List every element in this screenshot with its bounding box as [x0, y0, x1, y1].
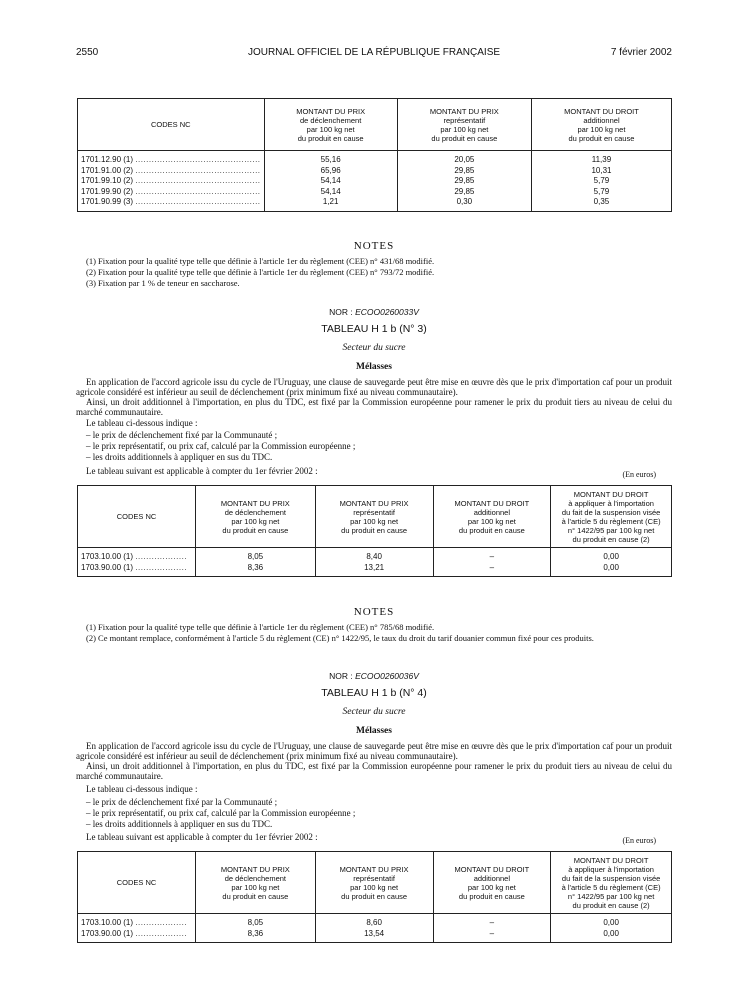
paragraph: Le tableau suivant est applicable à compter du 1er février 2002 :: [86, 466, 318, 476]
list-item: – les droits additionnels à appliquer en sus du TDC.: [86, 819, 273, 829]
note-item: (3) Fixation par 1 % de teneur en saccharose.: [86, 278, 240, 288]
table-row: 1703.90.00 (1) ................... 8,36 13,21 – 0,00: [78, 563, 672, 577]
list-item: – le prix représentatif, ou prix caf, calculé par la Commission européenne ;: [86, 441, 356, 451]
molasses-prices-table-2: [77, 851, 672, 943]
product-title: Mélasses: [356, 726, 392, 736]
column-header-trigger-price: MONTANT DU PRIX de déclenchement par 100 kg net du produit en cause: [264, 99, 397, 151]
paragraph: Le tableau suivant est applicable à compter du 1er février 2002 :: [86, 832, 318, 842]
nor-reference: NOR : ECOO0260036V: [329, 671, 419, 681]
list-item: – le prix représentatif, ou prix caf, calculé par la Commission européenne ;: [86, 808, 356, 818]
table-title: TABLEAU H 1 b (N° 3): [321, 323, 427, 335]
sector-title: Secteur du sucre: [342, 707, 406, 717]
notes-heading: NOTES: [353, 240, 395, 252]
paragraph: Le tableau ci-dessous indique :: [86, 418, 198, 428]
table-row: 1703.10.00 (1) ................... 8,05 8,60 – 0,00: [78, 914, 672, 929]
column-header-additional-duty: MONTANT DU DROIT additionnel par 100 kg net du produit en cause: [433, 486, 551, 548]
note-item: (2) Ce montant remplace, conformément à l'article 5 du règlement (CE) n° 1422/95, le taux du droit du tarif douanier commun fixé pour ces produits.: [86, 633, 594, 643]
list-item: – le prix de déclenchement fixé par la Communauté ;: [86, 430, 278, 440]
column-header-trigger-price: MONTANT DU PRIX de déclenchement par 100 kg net du produit en cause: [195, 486, 315, 548]
paragraph: Ainsi, un droit additionnel à l'importation, en plus du TDC, est fixé par la Commission européenne pour ramener le prix du produit tiers au niveau de celui du marché communautaire.: [76, 761, 672, 781]
table-row: 1703.90.00 (1) ................... 8,36 13,54 – 0,00: [78, 929, 672, 943]
column-header-representative-price: MONTANT DU PRIX représentatif par 100 kg net du produit en cause: [315, 852, 433, 914]
journal-title: JOURNAL OFFICIEL DE LA RÉPUBLIQUE FRANÇAISE: [247, 47, 501, 58]
list-item: – les droits additionnels à appliquer en sus du TDC.: [86, 452, 273, 462]
column-header-import-duty: MONTANT DU DROIT à appliquer à l'importation du fait de la suspension visée à l'article 5 du règlement (CE) n° 1422/95 par 100 kg net du produit en cause (2): [551, 486, 672, 548]
table-row: 1703.10.00 (1) ................... 8,05 8,40 – 0,00: [78, 548, 672, 563]
column-header-additional-duty: MONTANT DU DROIT additionnel par 100 kg net du produit en cause: [433, 852, 551, 914]
molasses-prices-table-1: [77, 485, 672, 577]
table-row: 1701.91.00 (2) .............................................. 65,96 29,85 10,31: [78, 166, 672, 177]
nor-reference: NOR : ECOO0260033V: [329, 307, 419, 317]
sugar-prices-table: [77, 98, 672, 212]
paragraph: Ainsi, un droit additionnel à l'importation, en plus du TDC, est fixé par la Commission européenne pour ramener le prix du produit tiers au niveau de celui du marché communautaire.: [76, 397, 672, 417]
paragraph: En application de l'accord agricole issu du cycle de l'Uruguay, une clause de sauvegarde peut être mise en œuvre dès que le prix d'importation caf pour un produit agricole considéré est inférieur au seuil de déclenchement (prix minimum fixé au niveau communautaire).: [76, 741, 672, 761]
issue-date: 7 février 2002: [610, 47, 672, 58]
table-row: 1701.99.90 (2) .............................................. 54,14 29,85 5,79: [78, 187, 672, 198]
note-item: (1) Fixation pour la qualité type telle que définie à l'article 1er du règlement (CEE) n° 785/68 modifié.: [86, 622, 435, 632]
notes-heading: NOTES: [353, 606, 395, 618]
column-header-import-duty: MONTANT DU DROIT à appliquer à l'importation du fait de la suspension visée à l'article 5 du règlement (CE) n° 1422/95 par 100 kg net du produit en cause (2): [551, 852, 672, 914]
note-item: (1) Fixation pour la qualité type telle que définie à l'article 1er du règlement (CEE) n° 431/68 modifié.: [86, 256, 435, 266]
unit-label: (En euros): [622, 836, 656, 845]
column-header-trigger-price: MONTANT DU PRIX de déclenchement par 100 kg net du produit en cause: [195, 852, 315, 914]
column-header-codes: CODES NC: [78, 852, 196, 914]
list-item: – le prix de déclenchement fixé par la Communauté ;: [86, 797, 278, 807]
table-row: 1701.99.10 (2) .............................................. 54,14 29,85 5,79: [78, 176, 672, 187]
table-title: TABLEAU H 1 b (N° 4): [321, 687, 427, 699]
column-header-additional-duty: MONTANT DU DROIT additionnel par 100 kg net du produit en cause: [531, 99, 671, 151]
note-item: (2) Fixation pour la qualité type telle que définie à l'article 1er du règlement (CEE) n° 793/72 modifié.: [86, 267, 435, 277]
column-header-representative-price: MONTANT DU PRIX représentatif par 100 kg net du produit en cause: [397, 99, 531, 151]
unit-label: (En euros): [622, 470, 656, 479]
table-row: 1701.12.90 (1) .............................................. 55,16 20,05 11,39: [78, 151, 672, 166]
page-number: 2550: [76, 47, 99, 58]
paragraph: En application de l'accord agricole issu du cycle de l'Uruguay, une clause de sauvegarde peut être mise en œuvre dès que le prix d'importation caf pour un produit agricole considéré est inférieur au seuil de déclenchement (prix minimum fixé au niveau communautaire).: [76, 377, 672, 397]
sector-title: Secteur du sucre: [342, 343, 406, 353]
table-row: 1701.90.99 (3) .............................................. 1,21 0,30 0,35: [78, 197, 672, 211]
product-title: Mélasses: [356, 362, 392, 372]
running-header: [76, 47, 672, 61]
column-header-representative-price: MONTANT DU PRIX représentatif par 100 kg net du produit en cause: [315, 486, 433, 548]
column-header-codes: CODES NC: [78, 99, 265, 151]
paragraph: Le tableau ci-dessous indique :: [86, 784, 198, 794]
column-header-codes: CODES NC: [78, 486, 196, 548]
